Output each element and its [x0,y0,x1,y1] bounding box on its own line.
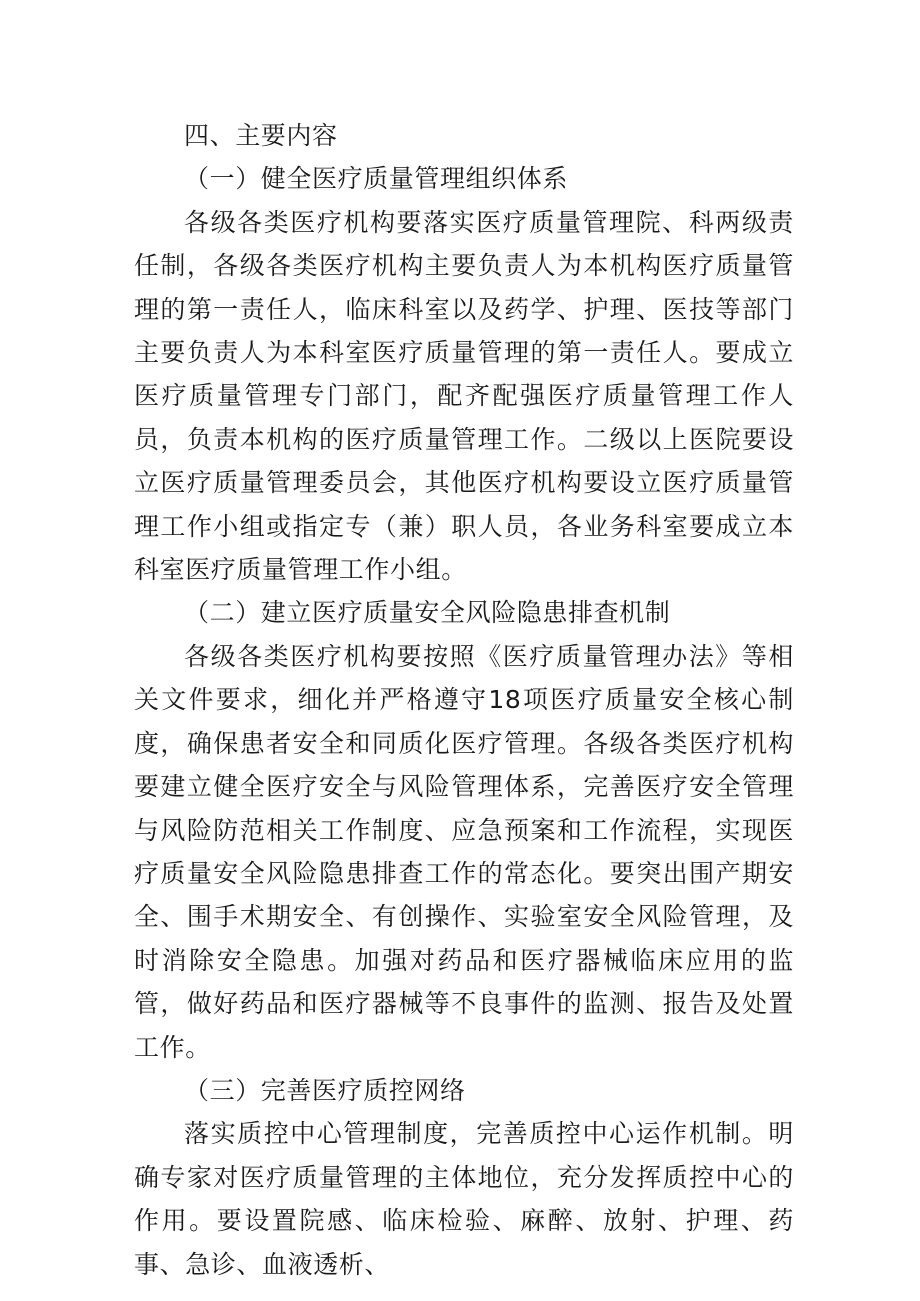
subsection-paragraph-3: 落实质控中心管理制度，完善质控中心运作机制。明确专家对医疗质量管理的主体地位，充分发挥质控中心的作用。要设置院感、临床检验、麻醉、放射、护理、药事、急诊、血液透析、 [134,1119,794,1279]
section-title: 四、主要内容 [184,121,338,150]
subsection-heading-1: （一）健全医疗质量管理组织体系 [184,164,569,194]
document-body [134,114,794,1286]
subsection-heading-2: （二）建立医疗质量安全风险隐患排查机制 [184,598,671,628]
subsection-paragraph-1: 各级各类医疗机构要落实医疗质量管理院、科两级责任制，各级各类医疗机构主要负责人为本机构医疗质量管理的第一责任人，临床科室以及药学、护理、医技等部门主要负责人为本科室医疗质量管理的第一责任人。要成立医疗质量管理专门部门，配齐配强医疗质量管理工作人员，负责本机构的医疗质量管理工作。二级以上医院要设立医疗质量管理委员会，其他医疗机构要设立医疗质量管理工作小组或指定专（兼）职人员，各业务科室要成立本科室医疗质量管理工作小组。 [134,207,794,585]
subsection-heading-3: （三）完善医疗质控网络 [184,1075,466,1105]
subsection-paragraph-2: 各级各类医疗机构要按照《医疗质量管理办法》等相关文件要求，细化并严格遵守18项医疗质量安全核心制度，确保患者安全和同质化医疗管理。各级各类医疗机构要建立健全医疗安全与风险管理体系，完善医疗安全管理与风险防范相关工作制度、应急预案和工作流程，实现医疗质量安全风险隐患排查工作的常态化。要突出围产期安全、围手术期安全、有创操作、实验室安全风险管理，及时消除安全隐患。加强对药品和医疗器械临床应用的监管，做好药品和医疗器械等不良事件的监测、报告及处置工作。 [134,641,794,1062]
